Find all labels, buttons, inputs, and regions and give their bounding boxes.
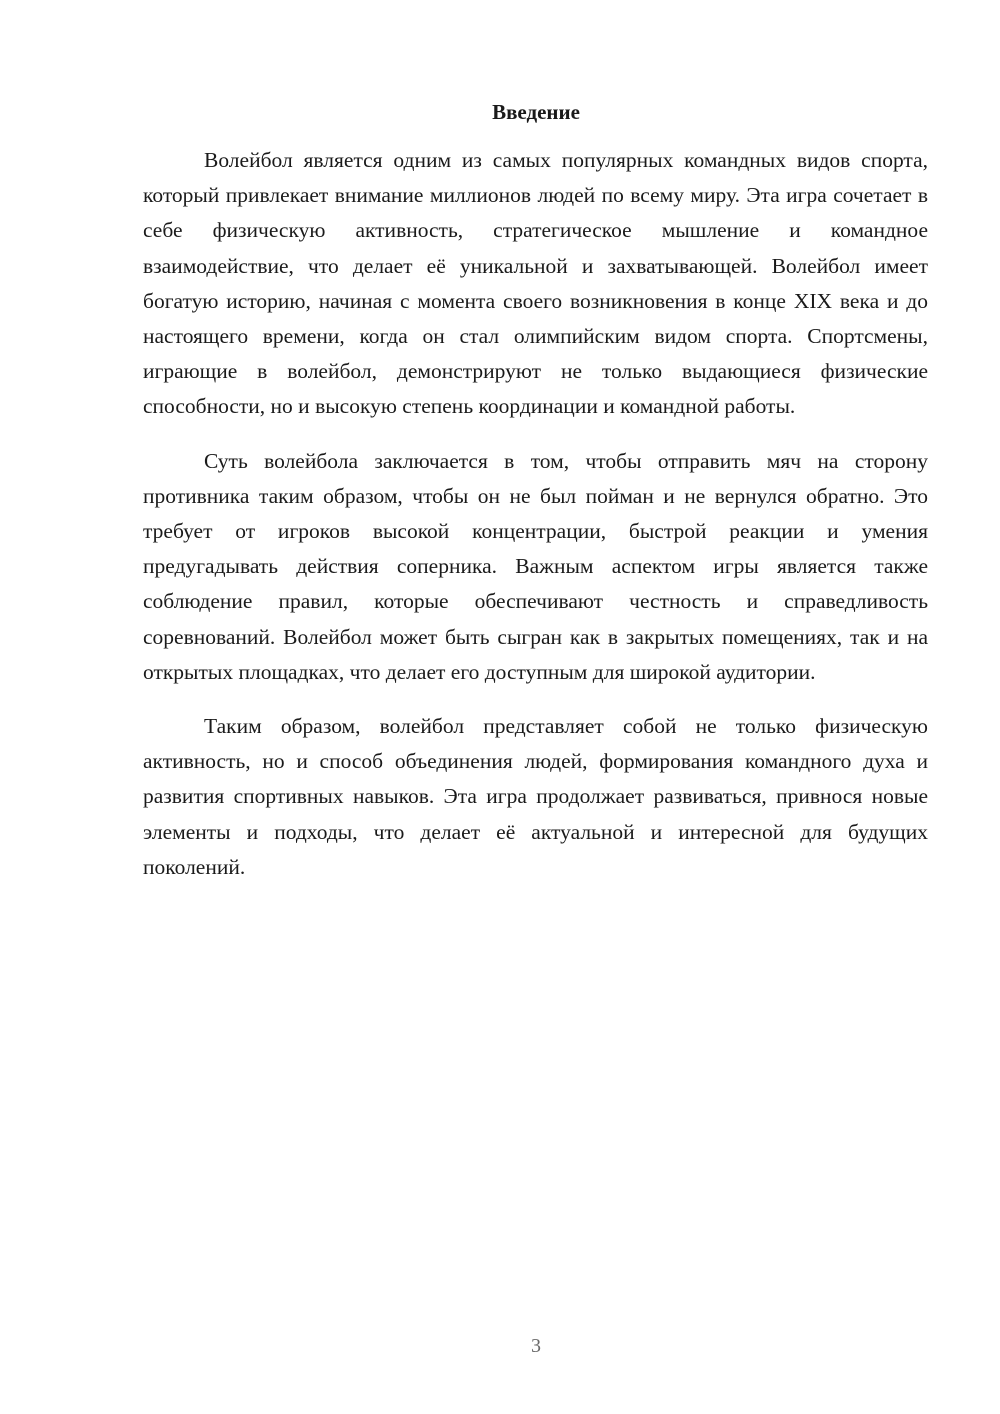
body-text [143, 143, 928, 904]
paragraph-2: Суть волейбола заключается в том, чтобы отправить мяч на сторону противника таким образом, чтобы он не был пойман и не вернулся обратно. Это требует от игроков высокой концентрации, быстрой реакции и умения предугадывать действия соперника. Важным аспектом игры является также соблюдение правил, которые обеспечивают честность и справедливость соревнований. Волейбол может быть сыгран как в закрытых помещениях, так и на открытых площадках, что делает его доступным для широкой аудитории. [143, 448, 928, 684]
page-number: 3 [531, 1335, 541, 1357]
paragraph-1: Волейбол является одним из самых популярных командных видов спорта, который привлекает внимание миллионов людей по всему миру. Эта игра сочетает в себе физическую активность, стратегическое мышление и командное взаимодействие, что делает её уникальной и захватывающей. Волейбол имеет богатую историю, начиная с момента своего возникновения в конце XIX века и до настоящего времени, когда он стал олимпийским видом спорта. Спортсмены, играющие в волейбол, демонстрируют не только выдающиеся физические способности, но и высокую степень координации и командной работы. [143, 148, 928, 419]
section-title: Введение [492, 100, 580, 124]
paragraph-3: Таким образом, волейбол представляет собой не только физическую активность, но и способ объединения людей, формирования командного духа и развития спортивных навыков. Эта игра продолжает развиваться, привнося новые элементы и подходы, что делает её актуальной и интересной для будущих поколений. [143, 714, 928, 879]
